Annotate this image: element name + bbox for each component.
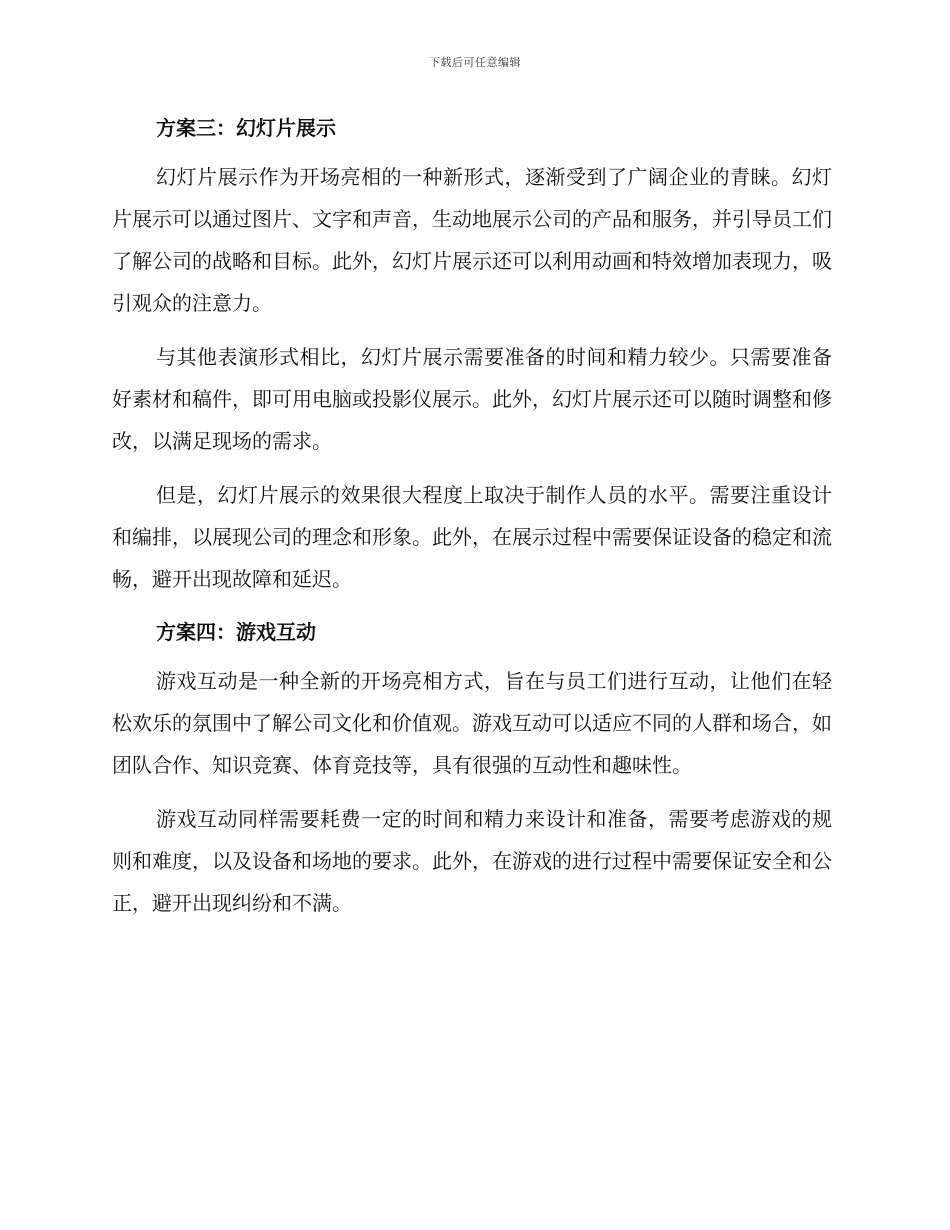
- paragraph: 游戏互动是一种全新的开场亮相方式，旨在与员工们进行互动，让他们在轻松欢乐的氛围中了解公司文化和价值观。游戏互动可以适应不同的人群和场合，如团队合作、知识竞赛、体育竞技等，具有很强的互动性和趣味性。: [112, 669, 832, 777]
- document-body: [112, 108, 832, 936]
- paragraph: 但是，幻灯片展示的效果很大程度上取决于制作人员的水平。需要注重设计和编排，以展现公司的理念和形象。此外，在展示过程中需要保证设备的稳定和流畅，避开出现故障和延迟。: [112, 483, 832, 591]
- paragraph: 与其他表演形式相比，幻灯片展示需要准备的时间和精力较少。只需要准备好素材和稿件，即可用电脑或投影仪展示。此外，幻灯片展示还可以随时调整和修改，以满足现场的需求。: [112, 345, 832, 453]
- paragraph: 幻灯片展示作为开场亮相的一种新形式，逐渐受到了广阔企业的青睐。幻灯片展示可以通过图片、文字和声音，生动地展示公司的产品和服务，并引导员工们了解公司的战略和目标。此外，幻灯片展示还可以利用动画和特效增加表现力，吸引观众的注意力。: [112, 165, 832, 315]
- section-heading-slideshow: 方案三：幻灯片展示: [156, 116, 336, 140]
- page-header: 下载后可任意编辑: [429, 56, 521, 69]
- paragraph: 游戏互动同样需要耗费一定的时间和精力来设计和准备，需要考虑游戏的规则和难度，以及设备和场地的要求。此外，在游戏的进行过程中需要保证安全和公正，避开出现纠纷和不满。: [112, 807, 832, 915]
- section-heading-game-interaction: 方案四：游戏互动: [156, 620, 316, 644]
